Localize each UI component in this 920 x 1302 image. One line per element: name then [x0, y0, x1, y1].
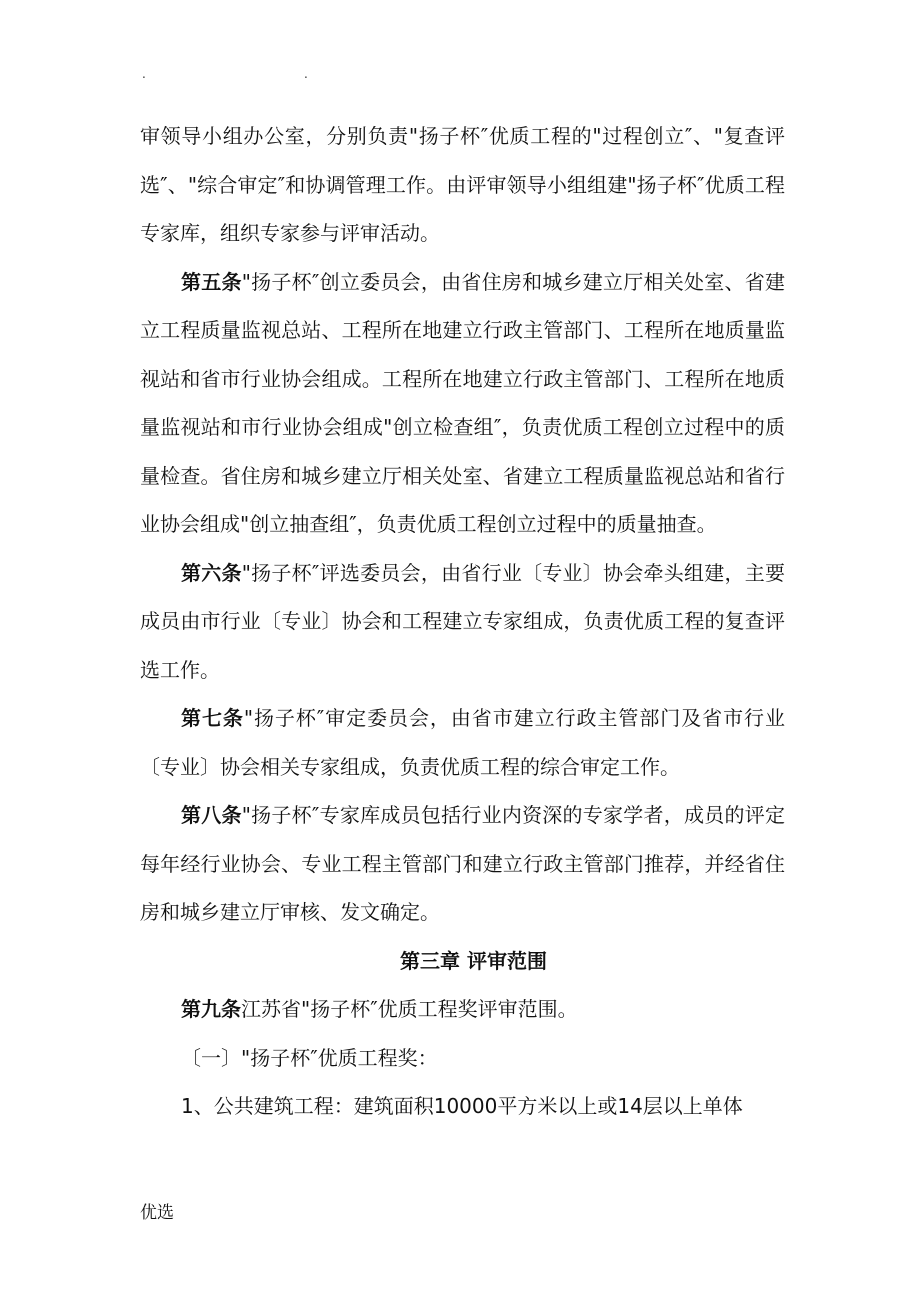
- chapter-title: 第三章 评审范围: [400, 948, 547, 973]
- article-8: [140, 791, 785, 937]
- document-body: [140, 112, 785, 1131]
- article-heading: 第九条: [181, 997, 241, 1021]
- article-heading: 第七条: [181, 706, 244, 730]
- paragraph-continuation: [140, 112, 785, 258]
- clause-item-text: 1、公共建筑工程：建筑面积10000平方米以上或14层以上单体: [181, 1094, 743, 1118]
- clause-text: 〔一〕"扬子杯″优质工程奖：: [181, 1045, 438, 1070]
- article-text: "扬子杯″评选委员会，由省行业〔专业〕协会牵头组建，主要成员由市行业〔专业〕协会和工程建立专家组成，负责优质工程的复查评选工作。: [140, 560, 785, 682]
- article-text: "扬子杯″审定委员会，由省市建立行政主管部门及省市行业〔专业〕协会相关专家组成，负责优质工程的综合审定工作。: [140, 706, 785, 779]
- article-heading: 第五条: [181, 269, 242, 294]
- article-heading: 第六条: [181, 560, 242, 585]
- article-9: [140, 985, 785, 1034]
- article-heading: 第八条: [181, 803, 242, 827]
- article-7: [140, 694, 785, 791]
- article-5: [140, 258, 785, 549]
- header-dot-left: .: [142, 67, 146, 81]
- article-6: [140, 549, 785, 695]
- footer-label: 优选: [140, 1203, 174, 1223]
- article-text: "扬子杯″专家库成员包括行业内资深的专家学者，成员的评定每年经行业协会、专业工程主管部门和建立行政主管部门推荐，并经省住房和城乡建立厅审核、发文确定。: [140, 803, 785, 924]
- clause-1: [140, 1034, 785, 1083]
- article-text: "扬子杯″创立委员会，由省住房和城乡建立厅相关处室、省建立工程质量监视总站、工程所在地建立行政主管部门、工程所在地质量监视站和省市行业协会组成。工程所在地建立行政主管部门、工程所在地质量监视站和市行业协会组成"创立检查组″，负责优质工程创立过程中的质量检查。省住房和城乡建立厅相关处室、省建立工程质量监视总站和省行业协会组成"创立抽查组″，负责优质工程创立过程中的质量抽查。: [140, 269, 785, 536]
- header-dot-right: .: [304, 67, 308, 81]
- article-text: 江苏省"扬子杯″优质工程奖评审范围。: [241, 997, 578, 1021]
- clause-1-item-1: [140, 1082, 785, 1131]
- paragraph-text: 审领导小组办公室，分别负责"扬子杯″优质工程的"过程创立″、"复查评选″、"综合审定″和协调管理工作。由评审领导小组组建"扬子杯″优质工程专家库，组织专家参与评审活动。: [140, 124, 785, 245]
